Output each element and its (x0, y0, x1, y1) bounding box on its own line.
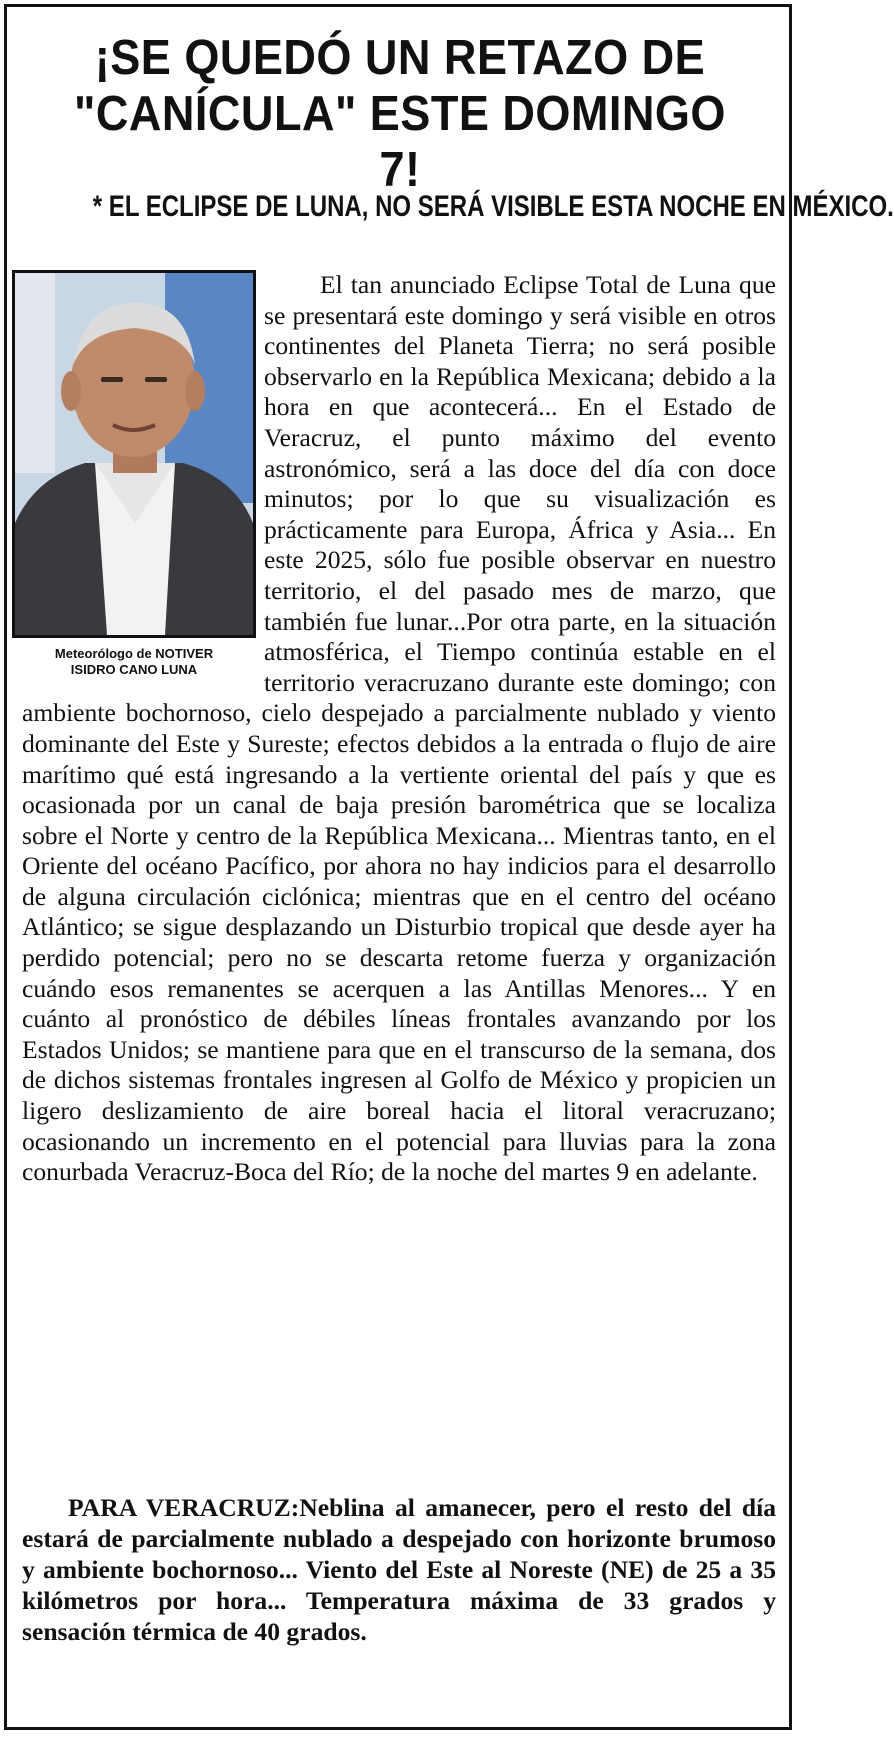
body-paragraph: El tan anunciado Eclipse Total de Luna que se presentará este domingo y será visible en otros continentes del Planeta Tierra; no será posible observarlo en la República Mexicana; debido a la hora en que acontecerá... En el Estado de Veracruz, el punto máximo del evento astronómico, será a las doce del día con doce minutos; por lo que su visualización es prácticamente para Europa, África y Asia... En este 2025, sólo fue posible observar en nuestro territorio, el del pasado mes de marzo, que también fue lunar...Por otra parte, en la situación atmosférica, el Tiempo continúa estable en el territorio veracruzano durante este domingo; con ambiente bochornoso, cielo despejado a parcialmente nublado y viento dominante del Este y Sureste; efectos debidos a la entrada o flujo de aire marítimo qué está ingresando a la vertiente oriental del país y que es ocasionada por un canal de baja presión barométrica que se localiza sobre el Norte y centro de la República Mexicana... Mientras tanto, en el Oriente del océano Pacífico, por ahora no hay indicios para el desarrollo de alguna circulación ciclónica; mientras que en el centro del océano Atlántico; se sigue desplazando un Disturbio tropical que desde ayer ha perdido potencial; pero no se descarta retome fuerza y organización cuándo esos remanentes se acerquen a las Antillas Menores... Y en cuánto al pronóstico de débiles líneas frontales avanzando por los Estados Unidos; se mantiene para que en el transcurso de la semana, dos de dichos sistemas frontales ingresen al Golfo de México y propicien un ligero deslizamiento de aire boreal hacia el litoral veracruzano; ocasionando un incremento en el potencial para lluvias para la zona conurbada Veracruz-Boca del Río; de la noche del martes 9 en adelante. (22, 270, 776, 1187)
caption-line-2: ISIDRO CANO LUNA (70, 662, 198, 677)
headline-line-1: ¡SE QUEDÓ UN RETAZO DE (94, 31, 706, 85)
headline-line-2: "CANÍCULA" ESTE DOMINGO 7! (74, 87, 726, 197)
article-body (22, 270, 776, 1188)
subheadline: * EL ECLIPSE DE LUNA, NO SERÁ VISIBLE ESTA NOCHE EN MÉXICO. (92, 190, 894, 223)
forecast-paragraph: PARA VERACRUZ:Neblina al amanecer, pero el resto del día estará de parcialmente nublado a despejado con horizonte brumoso y ambiente bochornoso... Viento del Este al Noreste (NE) de 25 a 35 kilómetros por hora... Temperatura máxima de 33 grados y sensación térmica de 40 grados. (22, 1493, 776, 1646)
headline (50, 30, 749, 198)
photo-spacer (22, 270, 264, 668)
forecast-block (22, 1492, 776, 1647)
caption-line-1: Meteorólogo de NOTIVER (54, 646, 214, 661)
